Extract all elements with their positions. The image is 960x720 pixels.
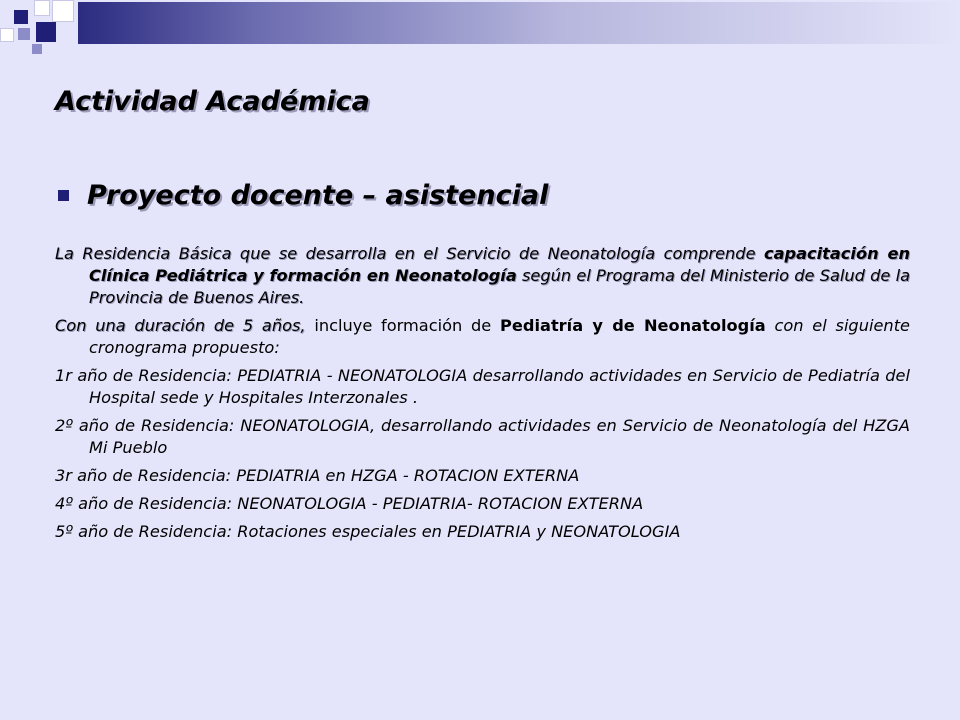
decor-square (32, 44, 42, 54)
body-text (55, 243, 910, 549)
decorative-header-band (0, 0, 960, 50)
paragraph-text: La Residencia Básica que se desarrolla en el Servicio de Neonatología comprende (55, 244, 764, 263)
paragraph-year-1: 1r año de Residencia: PEDIATRIA - NEONATOLOGIA desarrollando actividades en Servicio de Pediatría del Hospital sede y Hospitales Interzonales . (55, 366, 910, 407)
paragraph-text: incluye formación de (305, 316, 501, 335)
paragraph-duracion (55, 315, 910, 359)
paragraph-year-5: 5º año de Residencia: Rotaciones especiales en PEDIATRIA y NEONATOLOGIA (55, 522, 681, 541)
paragraph-bold-text: capacitación en Clínica Pediátrica y formación en Neonatología (89, 244, 911, 285)
header-gradient-bar (78, 2, 960, 44)
decor-square (14, 10, 28, 24)
decor-square (52, 0, 74, 22)
paragraph-residencia-basica (55, 243, 910, 309)
paragraph-text: con el siguiente cronograma propuesto: (89, 316, 910, 357)
paragraph-year-2: 2º año de Residencia: NEONATOLOGIA, desarrollando actividades en Servicio de Neonatología del HZGA Mi Pueblo (55, 416, 910, 457)
paragraph-text: según el Programa del Ministerio de Salud de la Provincia de Buenos Aires. (89, 266, 910, 307)
decor-square (34, 0, 50, 16)
slide-heading: Actividad Académica (55, 86, 370, 117)
paragraph-text: Con una duración de 5 años, (55, 316, 306, 335)
decor-square (18, 28, 30, 40)
decor-square (36, 22, 56, 42)
paragraph-year-3: 3r año de Residencia: PEDIATRIA en HZGA - ROTACION EXTERNA (55, 466, 580, 485)
paragraph-bold-text: Pediatría y de Neonatología (500, 316, 766, 335)
slide-subheading: Proyecto docente – asistencial (87, 180, 549, 211)
paragraph-year-4: 4º año de Residencia: NEONATOLOGIA - PEDIATRIA- ROTACION EXTERNA (55, 494, 644, 513)
subheading-row (58, 180, 548, 211)
bullet-square-icon (58, 190, 69, 201)
decor-square (0, 28, 14, 42)
